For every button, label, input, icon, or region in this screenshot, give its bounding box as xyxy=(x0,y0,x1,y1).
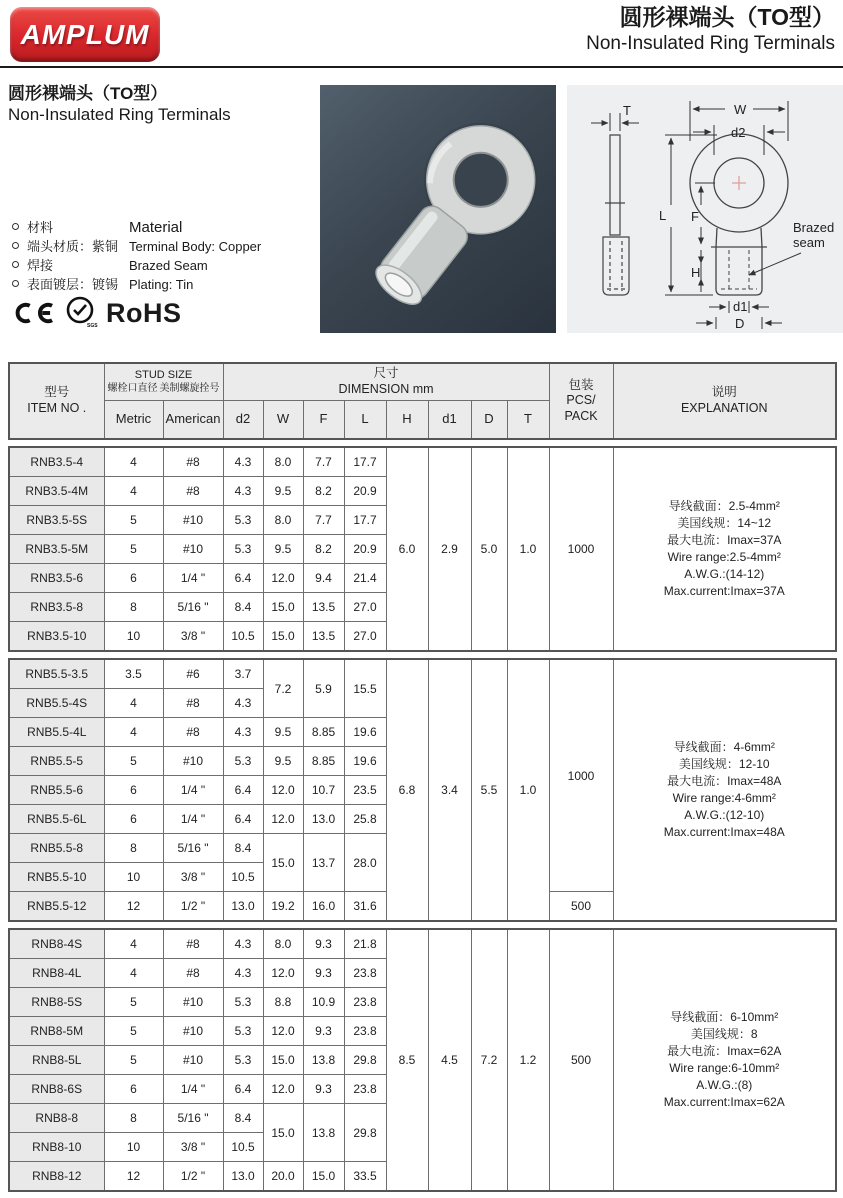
item-no-cell: RNB5.5-4L xyxy=(9,718,104,747)
spec-cell: 13.7 xyxy=(303,834,344,892)
spec-cell: 10 xyxy=(104,622,163,652)
dim-T xyxy=(591,113,639,131)
spec-cell: 8.4 xyxy=(223,593,263,622)
spec-cell: 29.8 xyxy=(344,1104,386,1162)
spec-cell: 4.3 xyxy=(223,718,263,747)
spec-cell: 15.0 xyxy=(263,834,303,892)
col-header-d2: d2 xyxy=(223,401,263,440)
spec-table-header xyxy=(8,362,837,440)
spec-cell: 3/8 " xyxy=(163,622,223,652)
explanation-line: 导线截面：2.5-4mm² xyxy=(668,499,780,513)
explanation-cell xyxy=(613,447,836,651)
product-intro xyxy=(8,84,314,126)
spec-cell: 16.0 xyxy=(303,892,344,922)
explanation-line: 导线截面：4-6mm² xyxy=(673,740,775,754)
spec-cell: 10.7 xyxy=(303,776,344,805)
spec-cell: #10 xyxy=(163,747,223,776)
spec-cell: 6 xyxy=(104,564,163,593)
material-label-en: Plating: Tin xyxy=(129,277,194,292)
spec-cell: 8 xyxy=(104,834,163,863)
spec-cell: 1/4 " xyxy=(163,776,223,805)
brand-name: AMPLUM xyxy=(20,18,150,50)
spec-cell: 8.0 xyxy=(263,447,303,477)
spec-cell: 4 xyxy=(104,959,163,988)
col-header-l: L xyxy=(344,401,386,440)
spec-cell: 4 xyxy=(104,689,163,718)
spec-cell: 23.5 xyxy=(344,776,386,805)
spec-cell: 8 xyxy=(104,1104,163,1133)
spec-cell: 8.8 xyxy=(263,988,303,1017)
explanation-line: Wire range:6-10mm² xyxy=(669,1061,780,1075)
explanation-line: A.W.G.:(8) xyxy=(696,1078,753,1092)
spec-cell: 6.4 xyxy=(223,1075,263,1104)
spec-cell: 10.5 xyxy=(223,863,263,892)
spec-cell: 5 xyxy=(104,1017,163,1046)
explanation-line: 美国线规：12-10 xyxy=(678,757,770,771)
dim-label-d2: d2 xyxy=(731,125,746,140)
center-cross xyxy=(732,176,746,190)
spec-cell: 5/16 " xyxy=(163,834,223,863)
material-row xyxy=(12,237,312,256)
col-header-f: F xyxy=(303,401,344,440)
spec-cell: 12 xyxy=(104,1162,163,1192)
spec-cell: 10.9 xyxy=(303,988,344,1017)
table-row xyxy=(9,447,836,477)
material-row xyxy=(12,256,312,275)
spec-cell: 5 xyxy=(104,1046,163,1075)
side-view xyxy=(603,135,629,295)
spec-cell: 9.5 xyxy=(263,747,303,776)
spec-cell: 6 xyxy=(104,805,163,834)
spec-cell: #10 xyxy=(163,988,223,1017)
item-no-cell: RNB8-8 xyxy=(9,1104,104,1133)
spec-cell: 6.8 xyxy=(386,659,428,921)
spec-cell: 8.0 xyxy=(263,929,303,959)
spec-cell: 15.0 xyxy=(263,1104,303,1162)
spec-cell: 1.2 xyxy=(507,929,549,1191)
spec-cell: 3/8 " xyxy=(163,1133,223,1162)
item-no-cell: RNB3.5-4 xyxy=(9,447,104,477)
spec-cell: 13.0 xyxy=(303,805,344,834)
col-header-h: H xyxy=(386,401,428,440)
spec-cell: 5.3 xyxy=(223,1046,263,1075)
spec-cell: 5 xyxy=(104,506,163,535)
spec-cell: 1000 xyxy=(549,659,613,892)
explanation-line: 美国线规：8 xyxy=(690,1027,758,1041)
brand-logo xyxy=(10,7,160,62)
spec-cell: 5.9 xyxy=(303,659,344,718)
product-title-en: Non-Insulated Ring Terminals xyxy=(8,105,231,125)
spec-cell: 12.0 xyxy=(263,1075,303,1104)
item-no-cell: RNB5.5-8 xyxy=(9,834,104,863)
spec-cell: 9.3 xyxy=(303,959,344,988)
item-no-cell: RNB8-12 xyxy=(9,1162,104,1192)
explanation-cell xyxy=(613,929,836,1191)
spec-cell: 10 xyxy=(104,1133,163,1162)
spec-cell: 12.0 xyxy=(263,564,303,593)
material-list xyxy=(12,218,312,294)
spec-cell: 23.8 xyxy=(344,959,386,988)
spec-cell: 9.5 xyxy=(263,535,303,564)
brazed-seam-arrow xyxy=(749,253,801,275)
spec-cell: 4 xyxy=(104,718,163,747)
quality-mark-icon xyxy=(65,296,97,330)
spec-cell: 15.5 xyxy=(344,659,386,718)
spec-cell: 5.3 xyxy=(223,535,263,564)
item-no-cell: RNB3.5-5S xyxy=(9,506,104,535)
product-title-zh: 圆形裸端头（TO型） xyxy=(8,84,168,103)
col-header-dimension: 尺寸 DIMENSION mm xyxy=(223,363,549,401)
stud-zh-american: 美制螺旋拴号 xyxy=(159,382,220,394)
col-header-t: T xyxy=(507,401,549,440)
spec-cell: 8.85 xyxy=(303,718,344,747)
spec-cell: 4.3 xyxy=(223,477,263,506)
spec-cell: #10 xyxy=(163,506,223,535)
spec-cell: 21.8 xyxy=(344,929,386,959)
material-label-en: Terminal Body: Copper xyxy=(129,239,262,254)
spec-cell: 23.8 xyxy=(344,1017,386,1046)
spec-cell: 19.6 xyxy=(344,747,386,776)
spec-cell: 12.0 xyxy=(263,1017,303,1046)
spec-cell: 500 xyxy=(549,892,613,922)
spec-cell: 7.7 xyxy=(303,506,344,535)
item-no-cell: RNB5.5-4S xyxy=(9,689,104,718)
spec-cell: 29.8 xyxy=(344,1046,386,1075)
item-no-cell: RNB3.5-6 xyxy=(9,564,104,593)
explanation-line: 最大电流：Imax=37A xyxy=(667,533,782,547)
spec-cell: #8 xyxy=(163,689,223,718)
dim-label-T: T xyxy=(623,103,631,118)
spec-cell: 8.5 xyxy=(386,929,428,1191)
explanation-line: A.W.G.:(12-10) xyxy=(684,808,765,822)
col-header-metric: Metric xyxy=(104,401,163,440)
brazed-seam-label-1: Brazed xyxy=(793,220,835,235)
spec-cell: 23.8 xyxy=(344,1075,386,1104)
spec-cell: 4.3 xyxy=(223,689,263,718)
bullet-icon xyxy=(12,261,19,268)
spec-cell: 13.5 xyxy=(303,622,344,652)
spec-cell: 4.3 xyxy=(223,929,263,959)
spec-cell: 1/2 " xyxy=(163,892,223,922)
explanation-line: 最大电流：Imax=48A xyxy=(667,774,782,788)
item-no-cell: RNB5.5-6 xyxy=(9,776,104,805)
explanation-cell xyxy=(613,659,836,921)
spec-cell: 4.5 xyxy=(428,929,471,1191)
bullet-icon xyxy=(12,280,19,287)
spec-cell: #10 xyxy=(163,1017,223,1046)
spec-cell: #8 xyxy=(163,447,223,477)
spec-cell: 500 xyxy=(549,929,613,1191)
item-no-cell: RNB3.5-8 xyxy=(9,593,104,622)
spec-cell: 27.0 xyxy=(344,593,386,622)
spec-cell: 8.85 xyxy=(303,747,344,776)
spec-cell: 15.0 xyxy=(263,622,303,652)
spec-cell: 7.2 xyxy=(263,659,303,718)
spec-cell: 12.0 xyxy=(263,959,303,988)
item-no-cell: RNB8-4L xyxy=(9,959,104,988)
spec-cell: 13.0 xyxy=(223,892,263,922)
spec-cell: 1/4 " xyxy=(163,805,223,834)
spec-cell: 8.2 xyxy=(303,477,344,506)
page-title-zh: 圆形裸端头（TO型） xyxy=(619,4,835,30)
spec-cell: 19.6 xyxy=(344,718,386,747)
col-header-stud-size: STUD SIZE 螺栓口直径 美制螺旋拴号 xyxy=(104,363,223,401)
spec-cell: 5.3 xyxy=(223,1017,263,1046)
product-photo xyxy=(320,85,556,333)
sgs-label: SGS xyxy=(87,323,98,329)
spec-cell: 5 xyxy=(104,747,163,776)
spec-cell: 4 xyxy=(104,447,163,477)
spec-cell: #8 xyxy=(163,718,223,747)
spec-group-table xyxy=(8,446,837,652)
spec-cell: 9.4 xyxy=(303,564,344,593)
spec-cell: 9.5 xyxy=(263,718,303,747)
dim-label-D: D xyxy=(735,316,745,331)
spec-cell: 5.3 xyxy=(223,506,263,535)
col-header-american: American xyxy=(163,401,223,440)
spec-cell: 12.0 xyxy=(263,776,303,805)
spec-cell: 10.5 xyxy=(223,622,263,652)
table-row xyxy=(9,659,836,689)
explanation-line: Max.current:Imax=62A xyxy=(663,1095,785,1109)
spec-cell: 8.2 xyxy=(303,535,344,564)
spec-cell: 4 xyxy=(104,477,163,506)
spec-cell: 13.5 xyxy=(303,593,344,622)
spec-cell: 12.0 xyxy=(263,805,303,834)
spec-cell: 7.2 xyxy=(471,929,507,1191)
spec-table-groups xyxy=(8,446,835,1192)
explanation-line: Wire range:4-6mm² xyxy=(672,791,776,805)
spec-cell: 5/16 " xyxy=(163,1104,223,1133)
spec-cell: 25.8 xyxy=(344,805,386,834)
item-no-cell: RNB8-5M xyxy=(9,1017,104,1046)
page-title-en: Non-Insulated Ring Terminals xyxy=(586,32,835,54)
item-no-cell: RNB5.5-12 xyxy=(9,892,104,922)
spec-cell: 21.4 xyxy=(344,564,386,593)
material-row xyxy=(12,218,312,237)
spec-cell: #8 xyxy=(163,929,223,959)
dimension-diagram xyxy=(567,85,843,333)
spec-cell: 3.4 xyxy=(428,659,471,921)
spec-cell: 1000 xyxy=(549,447,613,651)
dim-label-L: L xyxy=(659,208,667,223)
spec-cell: 5 xyxy=(104,988,163,1017)
spec-cell: 6.0 xyxy=(386,447,428,651)
spec-cell: 10.5 xyxy=(223,1133,263,1162)
rohs-label: RoHS xyxy=(106,297,182,328)
spec-cell: 17.7 xyxy=(344,447,386,477)
bullet-icon xyxy=(12,223,19,230)
spec-cell: 8.4 xyxy=(223,834,263,863)
ring-terminal-image xyxy=(320,85,556,333)
spec-cell: #8 xyxy=(163,959,223,988)
spec-cell: 10 xyxy=(104,863,163,892)
spec-cell: 28.0 xyxy=(344,834,386,892)
spec-cell: 15.0 xyxy=(263,1046,303,1075)
material-label-zh: 表面镀层：镀锡 xyxy=(27,277,119,292)
material-label-en: Brazed Seam xyxy=(129,258,208,273)
explanation-line: A.W.G.:(14-12) xyxy=(684,567,765,581)
item-no-cell: RNB5.5-6L xyxy=(9,805,104,834)
spec-group-table xyxy=(8,928,837,1192)
spec-cell: 8 xyxy=(104,593,163,622)
spec-cell: 17.7 xyxy=(344,506,386,535)
spec-cell: 9.3 xyxy=(303,929,344,959)
item-no-cell: RNB8-5S xyxy=(9,988,104,1017)
spec-cell: 5 xyxy=(104,535,163,564)
spec-cell: 2.9 xyxy=(428,447,471,651)
spec-cell: 6.4 xyxy=(223,776,263,805)
item-no-cell: RNB3.5-5M xyxy=(9,535,104,564)
spec-cell: #10 xyxy=(163,535,223,564)
material-label-zh: 端头材质：紫铜 xyxy=(27,239,119,254)
col-header-pack: 包装 PCS/ PACK xyxy=(549,363,613,439)
certification-marks xyxy=(10,296,182,330)
spec-cell: 6 xyxy=(104,1075,163,1104)
spec-cell: 5.0 xyxy=(471,447,507,651)
spec-cell: 13.8 xyxy=(303,1046,344,1075)
col-header-item: 型号 ITEM NO . xyxy=(9,363,104,439)
item-no-cell: RNB3.5-10 xyxy=(9,622,104,652)
spec-cell: 1/4 " xyxy=(163,564,223,593)
spec-cell: 1/4 " xyxy=(163,1075,223,1104)
item-no-cell: RNB8-6S xyxy=(9,1075,104,1104)
spec-cell: 15.0 xyxy=(303,1162,344,1192)
item-no-cell: RNB8-4S xyxy=(9,929,104,959)
brazed-seam-label-2: seam xyxy=(793,235,825,250)
explanation-line: Wire range:2.5-4mm² xyxy=(667,550,781,564)
page-header-titles xyxy=(586,3,835,56)
material-label-en: Material xyxy=(129,219,183,236)
spec-cell: 13.8 xyxy=(303,1104,344,1162)
spec-cell: 20.9 xyxy=(344,477,386,506)
spec-cell: 5.3 xyxy=(223,747,263,776)
item-no-cell: RNB5.5-5 xyxy=(9,747,104,776)
spec-cell: 12 xyxy=(104,892,163,922)
dim-label-d1: d1 xyxy=(733,299,748,314)
spec-cell: 8.4 xyxy=(223,1104,263,1133)
spec-cell: #6 xyxy=(163,659,223,689)
spec-cell: 7.7 xyxy=(303,447,344,477)
spec-cell: 9.5 xyxy=(263,477,303,506)
spec-cell: 3/8 " xyxy=(163,863,223,892)
spec-cell: 5.3 xyxy=(223,988,263,1017)
spec-cell: 33.5 xyxy=(344,1162,386,1192)
spec-cell: 27.0 xyxy=(344,622,386,652)
spec-cell: 20.9 xyxy=(344,535,386,564)
table-row xyxy=(9,929,836,959)
material-row xyxy=(12,275,312,294)
col-header-d: D xyxy=(471,401,507,440)
spec-cell: 6.4 xyxy=(223,805,263,834)
spec-cell: 1.0 xyxy=(507,447,549,651)
dim-label-H: H xyxy=(691,265,701,280)
spec-cell: 23.8 xyxy=(344,988,386,1017)
spec-table-area xyxy=(8,362,835,1198)
spec-cell: 4.3 xyxy=(223,447,263,477)
spec-cell: 31.6 xyxy=(344,892,386,922)
dimension-drawing xyxy=(567,85,843,333)
spec-cell: 4 xyxy=(104,929,163,959)
material-label-zh: 材料 xyxy=(27,220,54,235)
spec-cell: 1.0 xyxy=(507,659,549,921)
spec-cell: 9.3 xyxy=(303,1017,344,1046)
spec-cell: 1/2 " xyxy=(163,1162,223,1192)
material-label-zh: 焊接 xyxy=(27,258,54,273)
explanation-line: Max.current:Imax=37A xyxy=(663,584,785,598)
dim-label-F: F xyxy=(691,209,699,224)
spec-cell: 3.7 xyxy=(223,659,263,689)
explanation-line: 最大电流：Imax=62A xyxy=(667,1044,782,1058)
spec-cell: 20.0 xyxy=(263,1162,303,1192)
spec-cell: 5/16 " xyxy=(163,593,223,622)
front-view xyxy=(690,134,788,295)
spec-cell: 6.4 xyxy=(223,564,263,593)
spec-cell: 6 xyxy=(104,776,163,805)
explanation-line: 导线截面：6-10mm² xyxy=(670,1010,779,1024)
header-divider xyxy=(0,66,843,68)
spec-cell: #8 xyxy=(163,477,223,506)
bullet-icon xyxy=(12,242,19,249)
dim-label-W: W xyxy=(734,102,747,117)
item-no-cell: RNB8-5L xyxy=(9,1046,104,1075)
item-no-cell: RNB3.5-4M xyxy=(9,477,104,506)
item-no-cell: RNB8-10 xyxy=(9,1133,104,1162)
spec-cell: #10 xyxy=(163,1046,223,1075)
col-header-w: W xyxy=(263,401,303,440)
spec-cell: 9.3 xyxy=(303,1075,344,1104)
spec-cell: 19.2 xyxy=(263,892,303,922)
spec-cell: 15.0 xyxy=(263,593,303,622)
item-no-cell: RNB5.5-3.5 xyxy=(9,659,104,689)
spec-cell: 8.0 xyxy=(263,506,303,535)
spec-cell: 13.0 xyxy=(223,1162,263,1192)
explanation-line: Max.current:Imax=48A xyxy=(663,825,785,839)
col-header-d1: d1 xyxy=(428,401,471,440)
spec-cell: 3.5 xyxy=(104,659,163,689)
stud-zh-metric: 螺栓口直径 xyxy=(107,382,158,394)
spec-cell: 4.3 xyxy=(223,959,263,988)
explanation-line: 美国线规：14~12 xyxy=(677,516,772,530)
ce-mark-icon xyxy=(10,297,56,329)
col-header-explanation: 说明 EXPLANATION xyxy=(613,363,836,439)
spec-group-table xyxy=(8,658,837,922)
item-no-cell: RNB5.5-10 xyxy=(9,863,104,892)
spec-cell: 5.5 xyxy=(471,659,507,921)
